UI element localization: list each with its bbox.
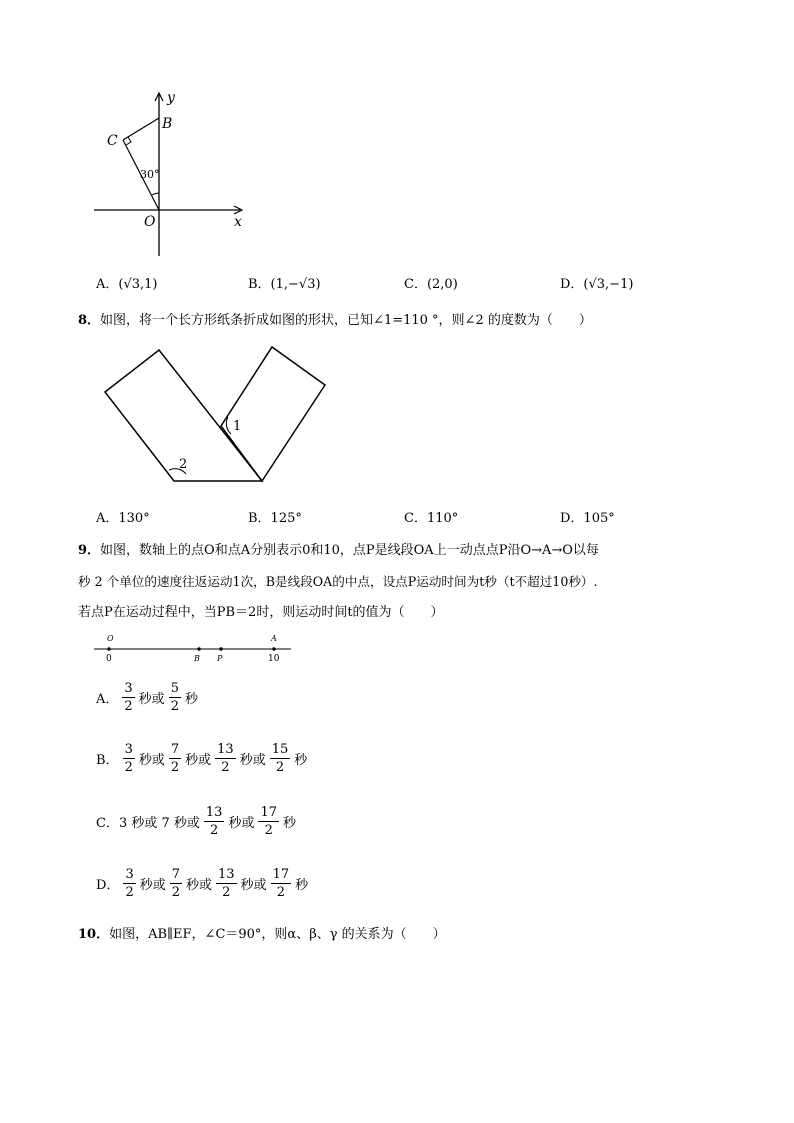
q9-option-c-letter: C． (96, 816, 119, 831)
point-a-label: A (271, 634, 277, 643)
q8-option-a: A．130° (96, 511, 150, 526)
q9-option-a (96, 682, 198, 713)
zero-tick-label: 0 (106, 654, 112, 664)
question-9-line-1 (78, 544, 599, 557)
point-c-label: C (107, 133, 118, 149)
fraction: $\frac{13}{2}$ (218, 867, 235, 900)
q7-option-b: B．(1,−√3) (248, 277, 321, 292)
q7-option-c: C．(2,0) (404, 277, 458, 292)
unit-text: 秒或 (139, 878, 166, 893)
fraction: $\frac{7}{2}$ (170, 742, 180, 775)
fraction: $\frac{13}{2}$ (217, 742, 234, 775)
q8-option-b: B．125° (248, 511, 302, 526)
unit-text: 秒或 (239, 753, 266, 768)
unit-text: 秒 (184, 692, 198, 707)
unit-text: 秒或 (228, 816, 255, 831)
unit-text: 秒或 (138, 692, 165, 707)
question-10-text: 如图，AB∥EF，∠C＝90°，则α、β、γ 的关系为（ ） (109, 927, 446, 942)
fraction: $\frac{5}{2}$ (170, 681, 179, 714)
q7-option-a: A．(√3,1) (96, 277, 158, 292)
unit-text: 秒或 (185, 753, 212, 768)
question-8-text: 如图，将一个长方形纸条折成如图的形状，已知∠1=110 °，则∠2 的度数为（ ） (100, 313, 592, 328)
question-10-number: 10． (78, 927, 110, 942)
unit-text: 秒 (295, 878, 309, 893)
q9-option-b (96, 743, 307, 774)
q9-option-c (96, 806, 296, 837)
q8-option-d: D．105° (560, 511, 615, 526)
fraction: $\frac{3}{2}$ (124, 681, 133, 714)
question-9-number: 9． (78, 543, 101, 558)
fraction: $\frac{15}{2}$ (271, 742, 289, 775)
point-o-label: O (107, 634, 114, 643)
number-line-figure (92, 630, 297, 664)
fraction: $\frac{3}{2}$ (124, 742, 133, 775)
fraction: $\frac{17}{2}$ (260, 805, 278, 838)
question-9-line-3: 若点P在运动过程中，当PB＝2时，则运动时间t的值为（ ） (78, 605, 444, 620)
point-b-label: B (162, 116, 173, 132)
point-p-label: P (217, 654, 223, 663)
question-8 (78, 314, 592, 327)
q9-option-c-prefix: 3 秒或 7 秒或 (118, 816, 200, 831)
question-10 (78, 928, 446, 941)
point-b-marker-label: B (194, 654, 200, 663)
question-9-line-2: 秒 2 个单位的速度往返运动1次，B是线段OA的中点，设点P运动时间为t秒（t不超过10秒）. (78, 574, 598, 589)
folded-strip-figure (100, 344, 330, 484)
unit-text: 秒或 (186, 878, 213, 893)
q9-option-b-letter: B． (96, 753, 119, 768)
q9-option-d-letter: D． (96, 878, 120, 893)
unit-text: 秒 (283, 816, 297, 831)
unit-text: 秒或 (240, 878, 267, 893)
ten-tick-label: 10 (268, 654, 280, 664)
origin-label: O (144, 214, 156, 230)
question-9-text-1: 如图，数轴上的点O和点A分别表示0和10，点P是线段OA上一动点点P沿O→A→O以每 (100, 543, 599, 558)
y-axis-label: y (167, 90, 175, 106)
q7-option-d: D．(√3,−1) (560, 277, 634, 292)
unit-text: 秒或 (138, 753, 165, 768)
x-axis-label: x (234, 214, 242, 230)
question-8-number: 8． (78, 313, 101, 328)
angle-1-label: 1 (233, 419, 242, 434)
fraction: $\frac{13}{2}$ (205, 805, 223, 838)
fraction: $\frac{3}{2}$ (125, 867, 134, 900)
q8-option-c: C．110° (404, 511, 459, 526)
fraction: $\frac{7}{2}$ (171, 867, 181, 900)
fraction: $\frac{17}{2}$ (272, 867, 290, 900)
unit-text: 秒 (294, 753, 308, 768)
angle-30-label: 30° (140, 168, 160, 181)
angle-2-label: 2 (179, 457, 188, 472)
q9-option-d (96, 868, 308, 899)
q9-option-a-letter: A． (96, 692, 119, 707)
coordinate-figure (90, 88, 260, 263)
